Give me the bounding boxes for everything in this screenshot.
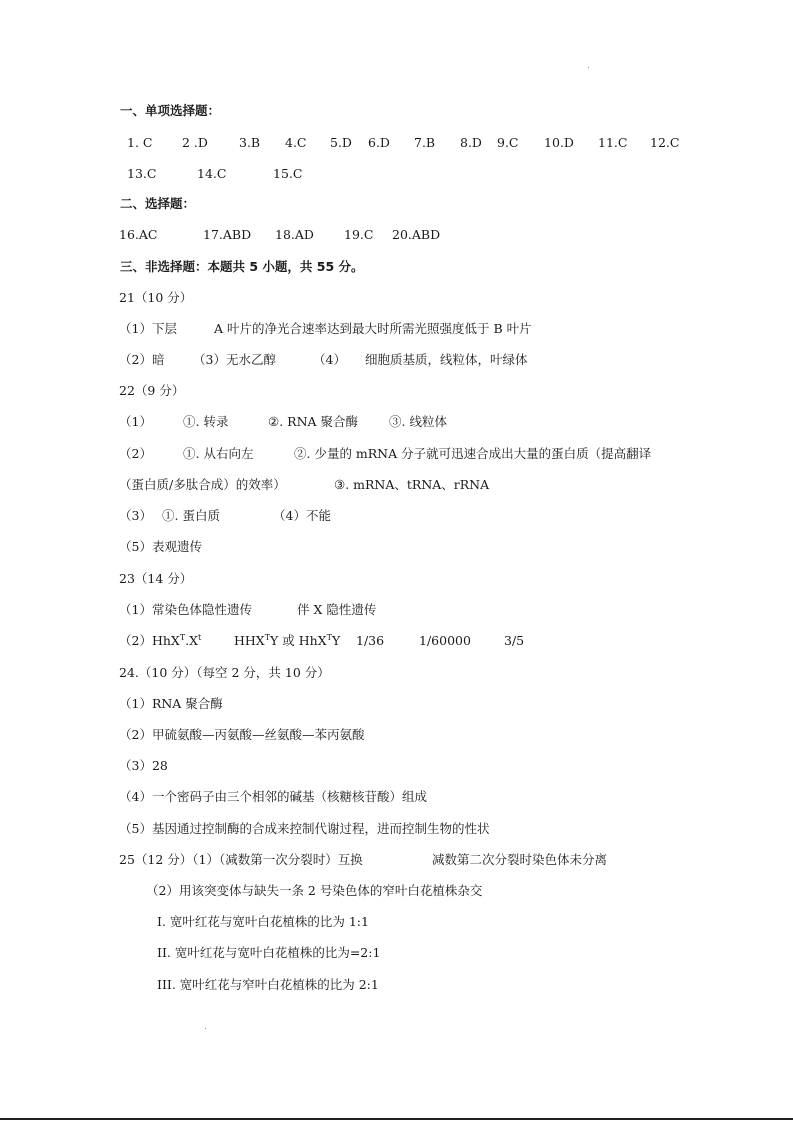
q22-3-blank-1: ①. 蛋白质 xyxy=(162,508,220,523)
q21-2-answer: （2）暗 xyxy=(119,352,165,367)
answer-16: 16.AC xyxy=(119,227,158,242)
section-title-single-choice: 一、单项选择题： xyxy=(120,103,221,118)
q23-2-genotype-2 xyxy=(234,633,340,649)
answer-19: 19.C xyxy=(344,227,374,242)
q22-2-blank-1: ①. 从右向左 xyxy=(183,446,254,461)
q22-2-blank-3: ③. mRNA、tRNA、rRNA xyxy=(334,477,490,492)
answer-11: 11.C xyxy=(598,135,628,150)
answer-13: 13.C xyxy=(127,166,157,181)
answer-6: 6.D xyxy=(368,135,390,150)
answer-9: 9.C xyxy=(497,135,519,150)
answer-5: 5.D xyxy=(330,135,352,150)
answer-4: 4.C xyxy=(285,135,307,150)
q25-2-case-2: II. 宽叶红花与宽叶白花植株的比为=2:1 xyxy=(157,945,381,960)
page-bottom-edge xyxy=(0,1118,793,1120)
q24-3-answer: （3）28 xyxy=(119,758,168,773)
q22-3-label: （3） xyxy=(119,508,152,523)
q23-2-genotype-1 xyxy=(119,633,201,649)
q23-2-genotype-2-end: Y xyxy=(331,633,341,648)
q24-1-answer: （1）RNA 聚合酶 xyxy=(119,696,223,711)
answer-12: 12.C xyxy=(650,135,680,150)
q23-2-genotype-2-mid: Y 或 HhX xyxy=(270,633,327,648)
q23-2-genotype-2-sup: T xyxy=(264,633,271,642)
q23-2-genotype-2-base: HHX xyxy=(234,633,265,648)
answer-2: 2 .D xyxy=(182,135,208,150)
answer-20: 20.ABD xyxy=(392,227,441,242)
q24-2-answer: （2）甲硫氨酸—丙氨酸—丝氨酸—苯丙氨酸 xyxy=(119,727,365,742)
q22-1-label: （1） xyxy=(119,414,152,429)
answer-3: 3.B xyxy=(239,135,261,150)
q25-2-case-3: III. 宽叶红花与窄叶白花植株的比为 2:1 xyxy=(157,977,379,992)
q23-1-blank-2: 伴 X 隐性遗传 xyxy=(297,602,377,617)
q23-2-genotype-1-sup2: t xyxy=(198,633,202,642)
q22-2-blank-2: ②. 少量的 mRNA 分子就可迅速合成出大量的蛋白质（提高翻译 xyxy=(294,446,652,461)
q22-1-blank-2: ②. RNA 聚合酶 xyxy=(268,414,359,429)
q24-4-answer: （4）一个密码子由三个相邻的碱基（核糖核苷酸）组成 xyxy=(119,789,427,804)
q25-2-case-1: I. 宽叶红花与宽叶白花植株的比为 1:1 xyxy=(157,914,369,929)
q23-heading: 23（14 分） xyxy=(119,571,193,586)
answer-15: 15.C xyxy=(273,166,303,181)
answer-7: 7.B xyxy=(414,135,436,150)
q21-heading: 21（10 分） xyxy=(119,290,193,305)
q22-4-answer: （4）不能 xyxy=(273,508,331,523)
q22-2-label: （2） xyxy=(119,446,152,461)
q22-heading: 22（9 分） xyxy=(119,383,185,398)
q24-heading: 24.（10 分）（每空 2 分，共 10 分） xyxy=(119,665,330,680)
q25-2-answer: （2）用该突变体与缺失一条 2 号染色体的窄叶白花植株杂交 xyxy=(146,883,483,898)
answer-1: 1. C xyxy=(127,135,153,150)
q25-heading: 25（12 分）（1）（减数第一次分裂时）互换 xyxy=(119,852,363,867)
scan-speck-bottom xyxy=(205,1028,206,1029)
q23-2-blank-3: 1/36 xyxy=(356,633,385,648)
q21-4-label: （4） xyxy=(313,352,346,367)
answer-17: 17.ABD xyxy=(203,227,252,242)
answer-8: 8.D xyxy=(460,135,482,150)
q23-2-genotype-2-sup2: T xyxy=(326,633,332,642)
q23-2-genotype-1-sup: T xyxy=(179,633,186,642)
answer-10: 10.D xyxy=(544,135,574,150)
q22-1-blank-1: ①. 转录 xyxy=(183,414,229,429)
q22-5-answer: （5）表观遗传 xyxy=(119,539,202,554)
section-title-non-choice: 三、非选择题：本题共 5 小题，共 55 分。 xyxy=(120,259,364,274)
q21-1-reason: A 叶片的净光合速率达到最大时所需光照强度低于 B 叶片 xyxy=(214,321,532,336)
q23-1-blank-1: （1）常染色体隐性遗传 xyxy=(119,602,252,617)
q21-3-answer: （3）无水乙醇 xyxy=(193,352,276,367)
section-title-multiple-choice: 二、选择题： xyxy=(120,196,196,211)
q24-5-answer: （5）基因通过控制酶的合成来控制代谢过程，进而控制生物的性状 xyxy=(119,821,490,836)
answer-18: 18.AD xyxy=(275,227,314,242)
q21-1-answer: （1）下层 xyxy=(119,321,177,336)
scan-speck xyxy=(588,67,589,68)
q21-4-answer: 细胞质基质，线粒体，叶绿体 xyxy=(365,352,528,367)
q23-2-blank-5: 3/5 xyxy=(504,633,525,648)
q22-2-blank-2-cont: （蛋白质/多肽合成）的效率） xyxy=(119,477,286,492)
q23-2-genotype-1-mid: .X xyxy=(185,633,199,648)
q25-1-blank-2: 减数第二次分裂时染色体未分离 xyxy=(432,852,608,867)
answer-14: 14.C xyxy=(197,166,227,181)
q22-1-blank-3: ③. 线粒体 xyxy=(389,414,447,429)
q23-2-genotype-1-base: （2）HhX xyxy=(119,633,180,648)
q23-2-blank-4: 1/60000 xyxy=(419,633,471,648)
